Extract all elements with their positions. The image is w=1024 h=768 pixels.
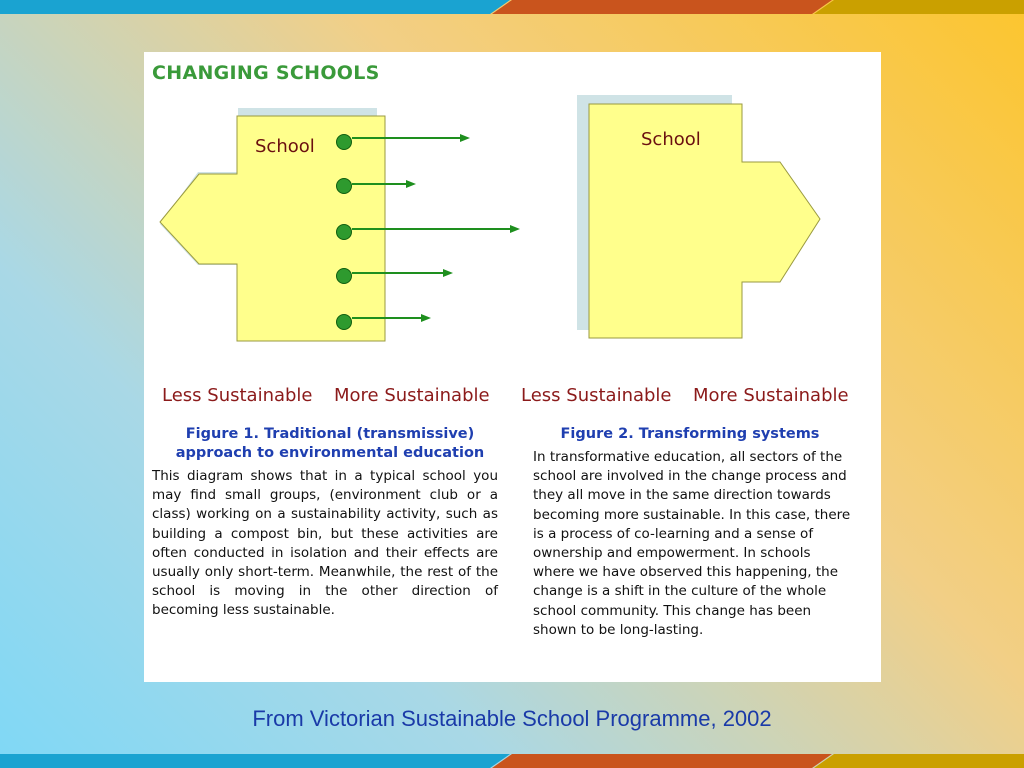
panel-title: CHANGING SCHOOLS [152,62,380,84]
figure1-caption [152,425,508,463]
figure1-caption-line2: approach to environmental education [175,445,485,461]
activity-dot [337,269,352,284]
activity-dot [337,225,352,240]
figure1-school-label: School [255,136,315,157]
figure1-description: This diagram shows that in a typical school you may find small groups, (environment club or a class) working on a sustainability activity, such as building a compost bin, but these activities are often conducted in isolation and their effects are usually only short-term. Meanwhile, the rest of the school is moving in the other direction of becoming less sustainable. [152,468,498,619]
bottom-decorative-stripe [0,754,1024,768]
changing-schools-diagram [144,52,881,382]
activity-dot [337,135,352,150]
figure1-more-sustainable-label: More Sustainable [334,385,490,406]
figure2-description: In transformative education, all sectors of the school are involved in the change process and they all move in the same direction towards becoming more sustainable. In this case, there is a process of co-learning and a sense of ownership and empowerment. In schools where we have observed this happening, the change is a shift in the culture of the whole school community. This change has been shown to be long-lasting. [533,449,851,638]
source-citation: From Victorian Sustainable School Programme, 2002 [252,706,772,731]
figure1-less-sustainable-label: Less Sustainable [162,385,313,406]
figure2-less-sustainable-label: Less Sustainable [521,385,672,406]
figure2-school-label: School [641,129,701,150]
figure1-caption-line1: Figure 1. Traditional (transmissive) [185,426,475,442]
activity-dot [337,179,352,194]
activity-dot [337,315,352,330]
changing-schools-panel [144,52,881,682]
figure2-caption: Figure 2. Transforming systems [560,426,820,442]
figure2-more-sustainable-label: More Sustainable [693,385,849,406]
top-decorative-stripe [0,0,1024,14]
